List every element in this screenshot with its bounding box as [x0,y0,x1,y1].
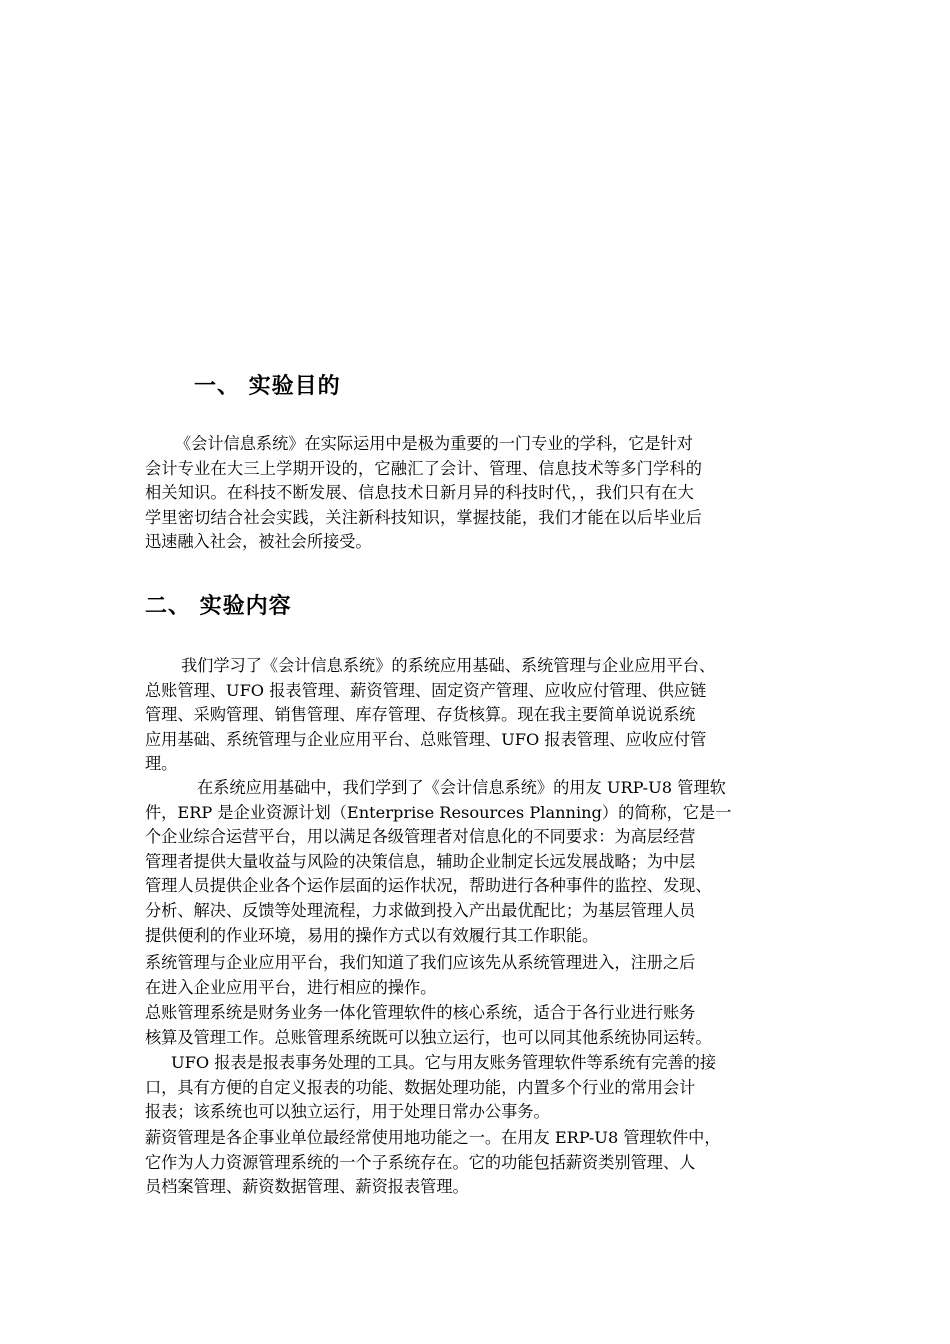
text-line: 迅速融入社会，被社会所接受。 [145,532,372,552]
text-line: 相关知识。在科技不断发展、信息技术日新月异的科技时代，，我们只有在大 [145,483,695,503]
text-line: 总账管理系统是财务业务一体化管理软件的核心系统，适合于各行业进行账务 [145,1003,696,1022]
text-line: 件，ERP 是企业资源计划（Enterprise Resources Planning）的简称，它是一 [145,802,732,822]
text-line: 应用基础、系统管理与企业应用平台、总账管理、UFO 报表管理、应收应付管 [145,729,707,749]
text-line: 理。 [145,754,178,774]
text-line: 报表；该系统也可以独立运行，用于处理日常办公事务。 [145,1102,550,1122]
text-line: 学里密切结合社会实践，关注新科技知识，掌握技能，我们才能在以后毕业后 [145,507,703,527]
text-line: 薪资管理是各企事业单位最经常使用地功能之一。在用友 ERP-U8 管理软件中， [145,1128,721,1147]
section-heading-experiment-content: 二、 实验内容 [145,594,292,619]
text-line: 管理者提供大量收益与风险的决策信息，辅助企业制定长远发展战略；为中层 [145,851,696,871]
text-line: 核算及管理工作。总账管理系统既可以独立运行，也可以同其他系统协同运转。 [145,1027,712,1047]
text-line: 分析、解决、反馈等处理流程，力求做到投入产出最优配比；为基层管理人员 [145,900,696,920]
text-line: 会计专业在大三上学期开设的，它融汇了会计、管理、信息技术等多门学科的 [145,458,703,478]
text-line: 个企业综合运营平台，用以满足各级管理者对信息化的不同要求：为高层经营 [145,827,696,847]
paragraph-system-management-platform [145,951,820,1000]
text-line: 它作为人力资源管理系统的一个子系统存在。它的功能包括薪资类别管理、人 [145,1152,696,1172]
text-line: UFO 报表是报表事务处理的工具。它与用友账务管理软件等系统有完善的接 [171,1053,717,1072]
section-heading-experiment-purpose: 一、 实验目的 [194,374,341,399]
text-line: 管理、采购管理、销售管理、库存管理、存货核算。现在我主要简单说说系统 [145,705,696,725]
paragraph-general-ledger [145,1001,820,1050]
paragraph-payroll-management [145,1126,820,1200]
paragraph-experiment-purpose [145,432,820,555]
text-line: 总账管理、UFO 报表管理、薪资管理、固定资产管理、应收应付管理、供应链 [145,680,707,700]
paragraph-ufo-reports [145,1051,820,1125]
text-line: 管理人员提供企业各个运作层面的运作状况，帮助进行各种事件的监控、发现、 [145,876,712,896]
text-line: 口，具有方便的自定义报表的功能、数据处理功能，内置多个行业的常用会计 [145,1077,696,1097]
paragraph-course-overview [145,654,820,777]
text-line: 员档案管理、薪资数据管理、薪资报表管理。 [145,1177,469,1197]
text-line: 提供便利的作业环境，易用的操作方式以有效履行其工作职能。 [145,925,599,945]
text-line: 在进入企业应用平台，进行相应的操作。 [145,977,437,997]
text-line: 《会计信息系统》在实际运用中是极为重要的一门专业的学科，它是针对 [175,434,693,453]
paragraph-system-basics-erp [145,776,820,948]
text-line: 我们学习了《会计信息系统》的系统应用基础、系统管理与企业应用平台、 [181,656,716,675]
text-line: 系统管理与企业应用平台，我们知道了我们应该先从系统管理进入，注册之后 [145,953,696,972]
text-line: 在系统应用基础中，我们学到了《会计信息系统》的用友 URP-U8 管理软 [197,778,726,797]
